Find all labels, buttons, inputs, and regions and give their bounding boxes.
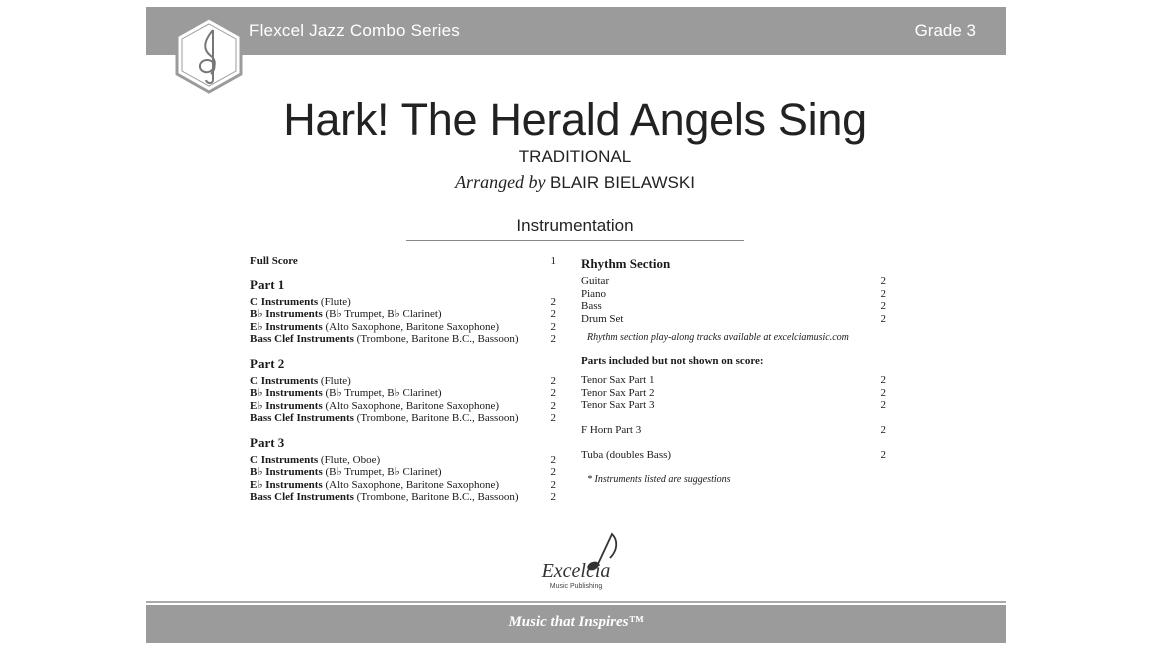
song-title: Hark! The Herald Angels Sing: [283, 94, 867, 145]
footer-divider: [146, 601, 1006, 603]
list-item: [250, 479, 556, 492]
rhythm-note: Rhythm section play-along tracks available at excelciamusic.com: [587, 332, 849, 343]
excelcia-logo-subtitle: Music Publishing: [549, 583, 603, 590]
instrument-name: C Instruments: [250, 295, 319, 308]
list-item: [581, 275, 886, 288]
suggestion-note: * Instruments listed are suggestions: [587, 473, 731, 485]
treble-clef-icon: [173, 16, 245, 94]
instrument-qty: 2: [880, 275, 886, 287]
instrument-qty: 2: [880, 399, 886, 411]
instrument-qty: 2: [550, 491, 556, 503]
list-item: [250, 466, 556, 479]
full-score-label: Full Score: [250, 255, 298, 267]
list-item: [250, 308, 556, 321]
instrument-qty: 2: [550, 387, 556, 399]
instrument-detail: (B♭ Trumpet, B♭ Clarinet): [325, 387, 442, 399]
instrument-qty: 2: [550, 320, 556, 333]
instrument-qty: 2: [880, 287, 886, 300]
instrument-name: Bass Clef Instruments: [250, 412, 354, 424]
list-item: [581, 374, 886, 387]
list-item: [250, 454, 556, 467]
list-item: [250, 296, 556, 309]
instrument-qty: 2: [550, 478, 556, 491]
instrument-detail: (Flute): [320, 295, 351, 308]
list-item: [581, 424, 886, 437]
instrument-qty: 2: [880, 374, 886, 386]
instrument-name: Piano: [581, 287, 607, 300]
instrument-name: C Instruments: [250, 453, 319, 466]
instrument-name: Tenor Sax Part 2: [581, 386, 655, 399]
full-score-qty: 1: [550, 255, 556, 267]
series-title: Flexcel Jazz Combo Series: [249, 21, 460, 40]
instrument-name: F Horn Part 3: [581, 424, 642, 436]
instrument-detail: (Trombone, Baritone B.C., Bassoon): [356, 491, 519, 503]
instrument-name: Tuba (doubles Bass): [581, 449, 672, 461]
instrument-detail: (B♭ Trumpet, B♭ Clarinet): [325, 466, 442, 478]
header-bar: [146, 7, 1006, 55]
instrument-qty: 2: [880, 300, 886, 312]
list-item: [250, 321, 556, 334]
list-item: [250, 400, 556, 413]
instrument-name: Tenor Sax Part 3: [581, 399, 655, 411]
instrument-detail: (B♭ Trumpet, B♭ Clarinet): [325, 308, 442, 320]
instrument-qty: 2: [550, 295, 556, 308]
instrument-detail: (Trombone, Baritone B.C., Bassoon): [356, 333, 519, 345]
list-item: [581, 313, 886, 326]
instrument-detail: (Flute): [320, 374, 351, 387]
instrument-name: E♭ Instruments: [250, 478, 323, 491]
instrument-name: Drum Set: [581, 312, 624, 325]
part-1-heading: Part 1: [250, 276, 285, 292]
instrument-list-left: [250, 255, 556, 504]
instrument-name: B♭ Instruments: [250, 308, 323, 320]
instrument-qty: 2: [550, 453, 556, 466]
arranger-name: BLAIR BIELAWSKI: [550, 173, 695, 192]
arranger-prefix: Arranged by: [455, 172, 546, 192]
part-2-heading: Part 2: [250, 355, 285, 371]
instrument-name: B♭ Instruments: [250, 466, 323, 478]
instrumentation-divider: [406, 240, 744, 241]
excelcia-logo-name: Excelcia: [541, 560, 611, 582]
list-item: [250, 333, 556, 346]
instrument-detail: (Flute, Oboe): [320, 453, 381, 466]
composer: TRADITIONAL: [518, 147, 632, 166]
instrument-name: Tenor Sax Part 1: [581, 374, 655, 386]
instrument-qty: 2: [880, 312, 886, 325]
instrument-name: E♭ Instruments: [250, 399, 323, 412]
instrument-name: E♭ Instruments: [250, 320, 323, 333]
instrumentation-heading: Instrumentation: [516, 216, 634, 235]
list-item: [250, 491, 556, 504]
instrument-name: B♭ Instruments: [250, 387, 323, 399]
instrument-detail: (Alto Saxophone, Baritone Saxophone): [325, 478, 500, 491]
instrument-name: Bass: [581, 300, 602, 312]
arranger-line: [0, 172, 1150, 193]
instrument-detail: (Trombone, Baritone B.C., Bassoon): [356, 412, 519, 424]
full-score-row: [250, 255, 556, 268]
instrument-qty: 2: [550, 308, 556, 320]
list-item: [250, 412, 556, 425]
instrument-detail: (Alto Saxophone, Baritone Saxophone): [325, 320, 500, 333]
list-item: [581, 300, 886, 313]
extra-parts-heading: Parts included but not shown on score:: [581, 355, 764, 367]
footer-bar: [146, 605, 1006, 643]
instrument-qty: 2: [550, 466, 556, 478]
list-item: [581, 449, 886, 462]
instrument-name: Bass Clef Instruments: [250, 333, 354, 345]
instrument-name: C Instruments: [250, 374, 319, 387]
instrument-qty: 2: [550, 412, 556, 424]
instrument-list-right: [581, 255, 886, 486]
list-item: [581, 399, 886, 412]
instrument-name: Bass Clef Instruments: [250, 491, 354, 503]
tagline: Music that Inspires™: [508, 614, 644, 630]
rhythm-section-heading: Rhythm Section: [581, 256, 671, 271]
list-item: [250, 387, 556, 400]
instrument-qty: 2: [550, 333, 556, 345]
instrument-name: Guitar: [581, 275, 610, 287]
instrument-qty: 2: [550, 374, 556, 387]
instrument-qty: 2: [880, 386, 886, 399]
grade-label: Grade 3: [914, 21, 976, 40]
instrument-qty: 2: [880, 424, 886, 436]
list-item: [581, 387, 886, 400]
part-3-heading: Part 3: [250, 434, 285, 450]
instrument-qty: 2: [880, 449, 886, 461]
instrument-qty: 2: [550, 399, 556, 412]
list-item: [250, 375, 556, 388]
instrument-detail: (Alto Saxophone, Baritone Saxophone): [325, 399, 500, 412]
list-item: [581, 288, 886, 301]
